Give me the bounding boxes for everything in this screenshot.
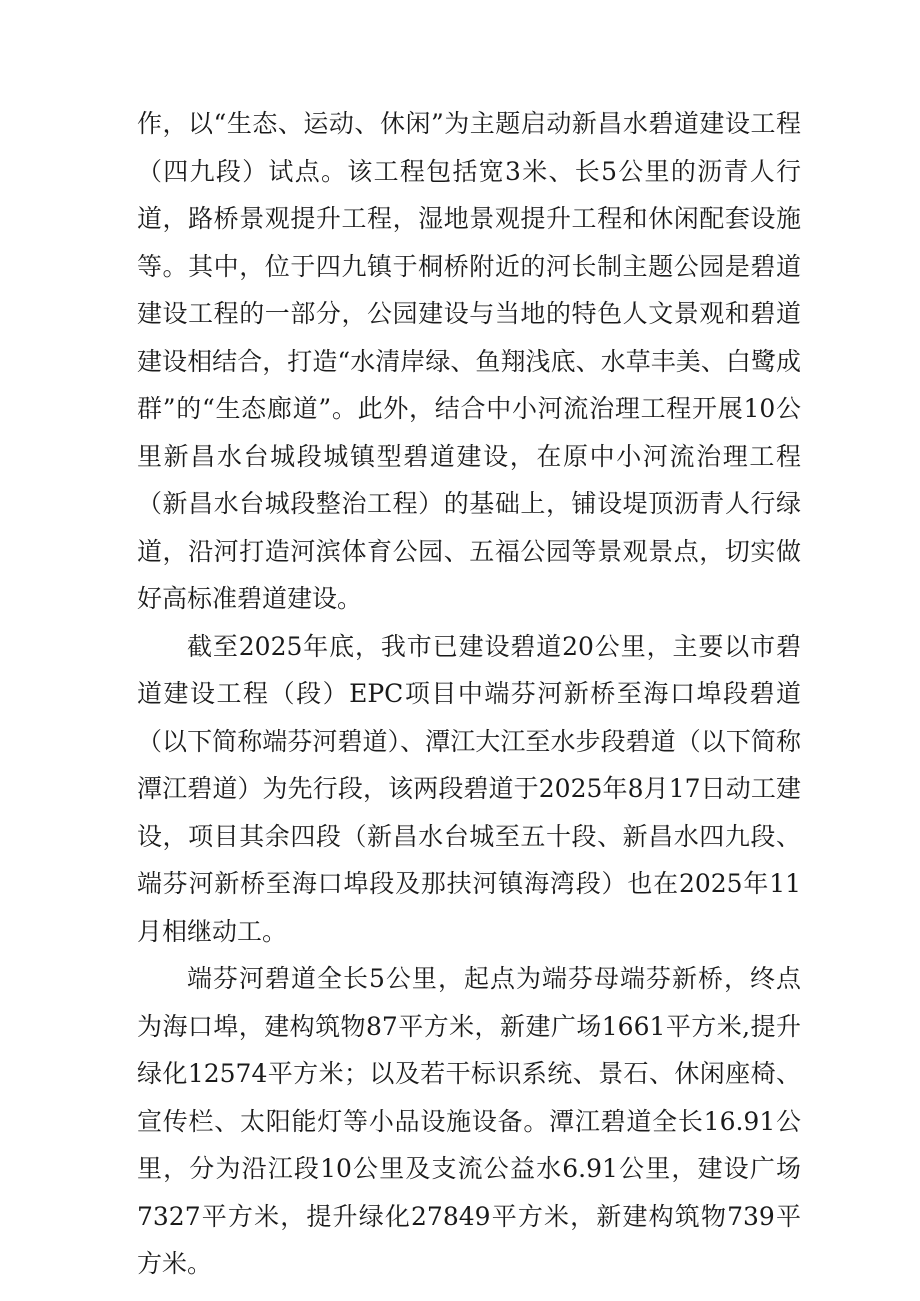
document-body (137, 100, 801, 1288)
paragraph-progress: 截至2025年底，我市已建设碧道20公里，主要以市碧道建设工程（段）EPC项目中端芬河新桥至海口埠段碧道（以下简称端芬河碧道）、潭江大江至水步段碧道（以下简称潭江碧道）为先行段，该两段碧道于2025年8月17日动工建设，项目其余四段（新昌水台城至五十段、新昌水四九段、端芬河新桥至海口埠段及那扶河镇海湾段）也在2025年11月相继动工。 (137, 631, 801, 946)
paragraph-details: 端芬河碧道全长5公里，起点为端芬母端芬新桥，终点为海口埠，建构筑物87平方米，新建广场1661平方米,提升绿化12574平方米；以及若干标识系统、景石、休闲座椅、宣传栏、太阳能灯等小品设施设备。潭江碧道全长16.91公里，分为沿江段10公里及支流公益水6.91公里，建设广场7327平方米，提升绿化27849平方米，新建构筑物739平方米。 (137, 964, 801, 1278)
paragraph-continuation: 作，以“生态、运动、休闲”为主题启动新昌水碧道建设工程（四九段）试点。该工程包括宽3米、长5公里的沥青人行道，路桥景观提升工程，湿地景观提升工程和休闲配套设施等。其中，位于四九镇于桐桥附近的河长制主题公园是碧道建设工程的一部分，公园建设与当地的特色人文景观和碧道建设相结合，打造“水清岸绿、鱼翔浅底、水草丰美、白鹭成群”的“生态廊道”。此外，结合中小河流治理工程开展10公里新昌水台城段城镇型碧道建设，在原中小河流治理工程（新昌水台城段整治工程）的基础上，铺设堤顶沥青人行绿道，沿河打造河滨体育公园、五福公园等景观景点，切实做好高标准碧道建设。 (137, 109, 801, 613)
